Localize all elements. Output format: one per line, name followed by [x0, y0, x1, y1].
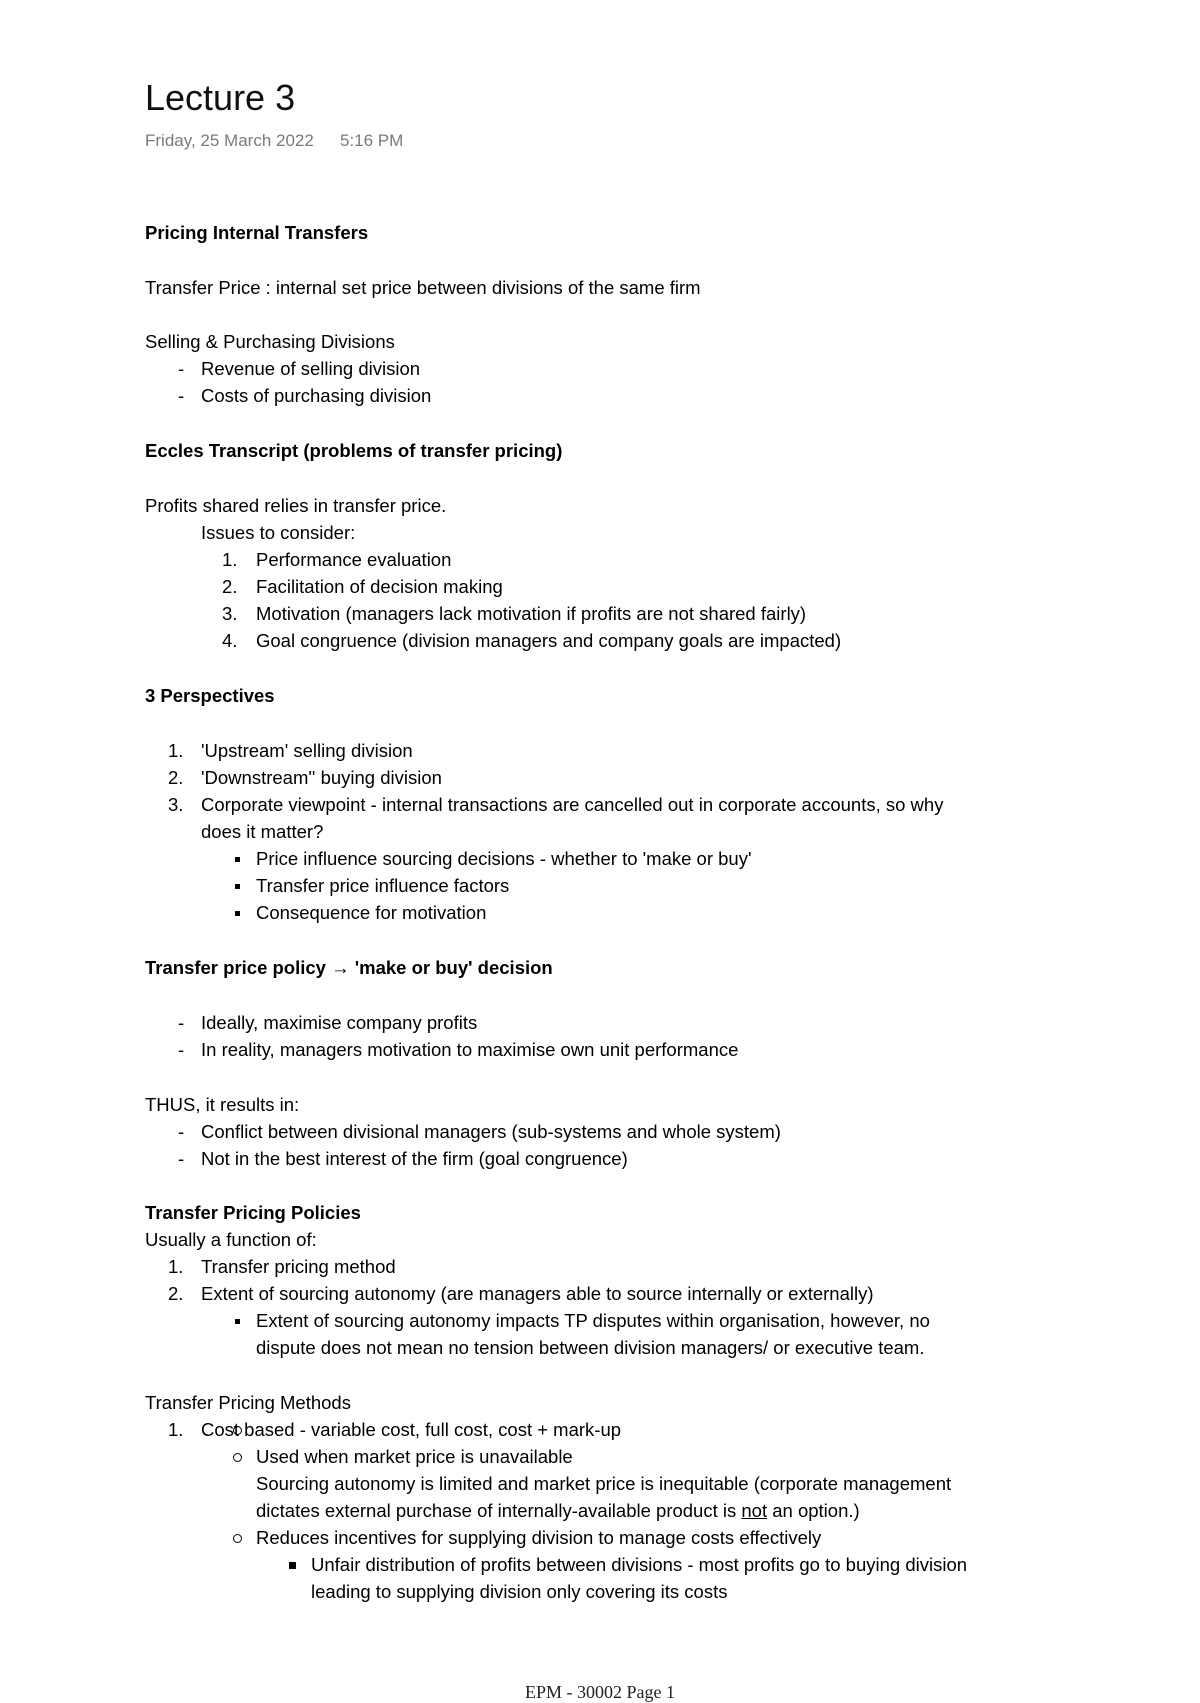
page-title: Lecture 3 — [145, 77, 296, 118]
heading-transfer-pricing-policies: Transfer Pricing Policies — [145, 1202, 361, 1223]
text-part: dictates external purchase of internally-available product is — [256, 1500, 742, 1521]
square-bullet — [235, 857, 240, 862]
list-number: 2. — [168, 767, 184, 788]
dash-bullet: - — [178, 385, 185, 406]
list-number: 4. — [222, 630, 238, 651]
list-item: Not in the best interest of the firm (goal congruence) — [201, 1148, 628, 1169]
arrow-right-icon: → — [331, 957, 350, 978]
sub-sub-list-item: Unfair distribution of profits between divisions - most profits go to buying division — [311, 1554, 968, 1575]
sub-sub-list-item-continuation: leading to supplying division only covering its costs — [311, 1581, 728, 1602]
heading-eccles-transcript: Eccles Transcript (problems of transfer pricing) — [145, 440, 563, 461]
list-number: 3. — [222, 603, 238, 624]
square-bullet — [289, 1562, 296, 1569]
sub-list-item: Used when market price is unavailable — [256, 1446, 573, 1467]
list-number: 1. — [168, 1419, 184, 1440]
sub-list-item-continuation — [256, 1499, 860, 1523]
paragraph: Profits shared relies in transfer price. — [145, 495, 447, 516]
list-item: Performance evaluation — [256, 549, 452, 570]
list-item: Conflict between divisional managers (sub-systems and whole system) — [201, 1121, 781, 1142]
paragraph: Issues to consider: — [201, 522, 356, 543]
circle-bullet — [233, 1534, 242, 1543]
heading-3-perspectives: 3 Perspectives — [145, 685, 275, 706]
list-number: 1. — [168, 740, 184, 761]
dash-bullet: - — [178, 1012, 185, 1033]
list-item: In reality, managers motivation to maximise own unit performance — [201, 1039, 739, 1060]
dash-bullet: - — [178, 1121, 185, 1142]
list-item: Transfer pricing method — [201, 1256, 396, 1277]
list-item: Goal congruence (division managers and company goals are impacted) — [256, 630, 842, 651]
paragraph: Usually a function of: — [145, 1229, 317, 1250]
sub-list-item: Sourcing autonomy is limited and market price is inequitable (corporate management — [256, 1473, 952, 1494]
selling-purchasing-label: Selling & Purchasing Divisions — [145, 331, 395, 352]
sub-list-item: Price influence sourcing decisions - whether to 'make or buy' — [256, 848, 752, 869]
list-item: Cost based - variable cost, full cost, cost + mark-up — [201, 1419, 622, 1440]
note-date: Friday, 25 March 2022 — [145, 131, 314, 150]
list-item: Corporate viewpoint - internal transactions are cancelled out in corporate accounts, so why — [201, 794, 944, 815]
sub-list-item: Consequence for motivation — [256, 902, 487, 923]
list-item: 'Downstream'' buying division — [201, 767, 442, 788]
square-bullet — [235, 1319, 240, 1324]
underlined-word: not — [741, 1500, 768, 1521]
dash-bullet: - — [178, 358, 185, 379]
heading-transfer-pricing-methods: Transfer Pricing Methods — [145, 1392, 351, 1413]
list-item: 'Upstream' selling division — [201, 740, 413, 761]
dash-bullet: - — [178, 1148, 185, 1169]
transfer-price-definition: Transfer Price : internal set price between divisions of the same firm — [145, 277, 701, 298]
sub-list-item: Extent of sourcing autonomy impacts TP disputes within organisation, however, no — [256, 1310, 930, 1331]
list-number: 1. — [168, 1256, 184, 1277]
circle-bullet — [233, 1453, 242, 1462]
heading-part: Transfer price policy — [145, 957, 332, 978]
sub-list-item: Reduces incentives for supplying division to manage costs effectively — [256, 1527, 822, 1548]
list-number: 1. — [222, 549, 238, 570]
page-footer: EPM - 30002 Page 1 — [525, 1682, 675, 1702]
sub-list-item-continuation: dispute does not mean no tension between division managers/ or executive team. — [256, 1337, 925, 1358]
note-time: 5:16 PM — [340, 131, 404, 150]
dash-bullet: - — [178, 1039, 185, 1060]
square-bullet — [235, 911, 240, 916]
list-item: Extent of sourcing autonomy (are managers able to source internally or externally) — [201, 1283, 874, 1304]
list-item: Costs of purchasing division — [201, 385, 432, 406]
heading-transfer-price-policy — [145, 956, 553, 980]
list-number: 2. — [222, 576, 238, 597]
list-number: 2. — [168, 1283, 184, 1304]
heading-pricing-internal-transfers: Pricing Internal Transfers — [145, 222, 369, 243]
circle-bullet — [233, 1426, 242, 1435]
list-item: Motivation (managers lack motivation if profits are not shared fairly) — [256, 603, 807, 624]
list-item: Ideally, maximise company profits — [201, 1012, 478, 1033]
paragraph: THUS, it results in: — [145, 1094, 300, 1115]
list-number: 3. — [168, 794, 184, 815]
square-bullet — [235, 884, 240, 889]
text-part: an option.) — [767, 1500, 860, 1521]
list-item: Facilitation of decision making — [256, 576, 503, 597]
sub-list-item: Transfer price influence factors — [256, 875, 510, 896]
list-item: Revenue of selling division — [201, 358, 421, 379]
list-item-continuation: does it matter? — [201, 821, 324, 842]
heading-part: 'make or buy' decision — [349, 957, 553, 978]
